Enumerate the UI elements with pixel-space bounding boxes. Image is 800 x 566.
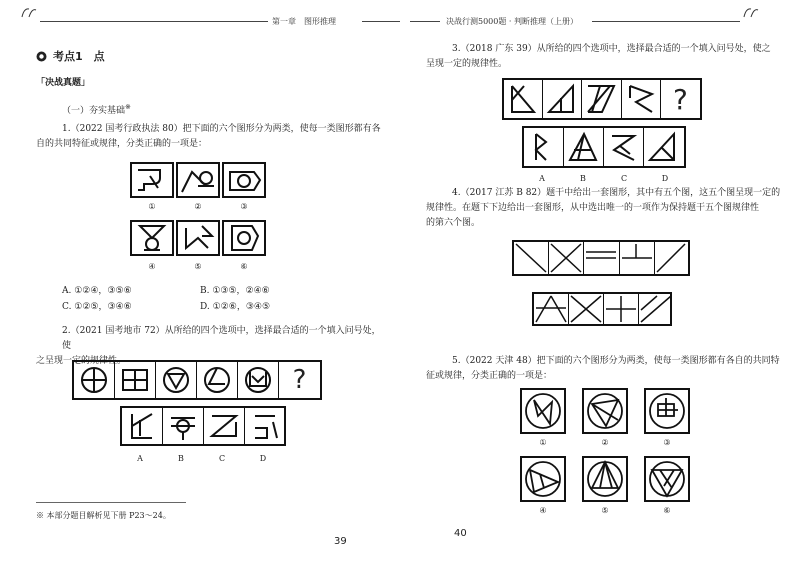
page-number-left: 39 <box>334 536 347 547</box>
q1-label-2: ② <box>194 202 202 211</box>
q1-option-b[interactable]: B. ①③⑤，②④⑥ <box>200 286 270 296</box>
q3-label-d: D <box>661 174 669 183</box>
q1-label-5: ⑤ <box>194 262 202 271</box>
q1-stem: 1.（2022 国考行政执法 80）把下面的六个图形分为两类，使每一类图形都有各 自的共同特征或规律，分类正确的一项是： <box>36 124 381 149</box>
q2-label-c: C <box>218 454 226 463</box>
q5-label-6: ⑥ <box>663 506 671 515</box>
q4-option-a-figure[interactable] <box>534 294 569 324</box>
header-chapter: 第一章 图形推理 <box>272 17 336 26</box>
q5-figure-2 <box>582 388 628 434</box>
q1-option-c[interactable]: C. ①②⑤，③④⑥ <box>62 302 132 312</box>
q5-figure-1 <box>520 388 566 434</box>
footnote-rule <box>36 502 186 503</box>
q5-label-5: ⑤ <box>601 506 609 515</box>
header-rule-left <box>40 21 268 22</box>
q4-stem-row <box>512 240 690 276</box>
q3-option-d-figure[interactable] <box>644 128 684 166</box>
page-number-right: 40 <box>454 528 467 539</box>
q1-figure-1 <box>130 162 174 198</box>
q1-label-4: ④ <box>148 262 156 271</box>
q1-figure-2 <box>176 162 220 198</box>
q1-figure-3 <box>222 162 266 198</box>
q2-stem-figure-4 <box>197 362 238 398</box>
q4-option-c-figure[interactable] <box>604 294 639 324</box>
q1-option-a[interactable]: A. ①②④，③⑤⑥ <box>62 286 132 296</box>
q2-stem-figure-5 <box>238 362 279 398</box>
q4-stem-figure-4 <box>620 242 655 274</box>
q2-stem-row <box>72 360 322 400</box>
q5-figure-4 <box>520 456 566 502</box>
q5-label-4: ④ <box>539 506 547 515</box>
q4-option-d-figure[interactable] <box>639 294 673 324</box>
q3-stem-figure-3 <box>582 80 621 118</box>
leaf-ornament-right-icon <box>742 6 760 18</box>
q3-stem-figure-4 <box>622 80 661 118</box>
q2-stem-figure-2 <box>115 362 156 398</box>
q1-label-1: ① <box>148 202 156 211</box>
q1-label-3: ③ <box>240 202 248 211</box>
q4-stem-figure-3 <box>584 242 619 274</box>
q5-figure-6 <box>644 456 690 502</box>
q3-stem-row <box>502 78 702 120</box>
q2-option-a-figure[interactable] <box>122 408 163 444</box>
q4-stem-figure-2 <box>549 242 584 274</box>
q2-label-d: D <box>259 454 267 463</box>
q4-stem: 4.（2017 江苏 B 82）题干中给出一套图形，其中有五个图，这五个图呈现一定的 规律性。在题下下边给出一套图形，从中选出唯一的一项作为保持题干五个图规律性 的第六个图。 <box>426 188 781 228</box>
q2-option-c-figure[interactable] <box>204 408 245 444</box>
q3-option-b-figure[interactable] <box>564 128 604 166</box>
q4-stem-figure-1 <box>514 242 549 274</box>
q4-options-row <box>532 292 672 326</box>
footnote: ※ 本部分题目解析见下册 P23～24。 <box>36 511 171 520</box>
q2-stem-figure-3 <box>156 362 197 398</box>
q3-stem-figure-1 <box>504 80 543 118</box>
header-rule-right <box>592 21 740 22</box>
q3-question-cell <box>661 80 700 118</box>
q2-stem: 2.（2021 国考地市 72）从所给的四个选项中，选择最合适的一个填入问号处，使 之呈现一定的规律性。 <box>36 326 381 366</box>
q3-label-c: C <box>620 174 628 183</box>
q5-label-2: ② <box>601 438 609 447</box>
q5-stem: 5.（2022 天津 48）把下面的六个图形分为两类，使每一类图形都有各自的共同特 征或规律，分类正确的一项是： <box>426 356 780 381</box>
q1-figure-4 <box>130 220 174 256</box>
q2-option-d-figure[interactable] <box>245 408 285 444</box>
q2-option-b-figure[interactable] <box>163 408 204 444</box>
target-icon <box>36 51 47 62</box>
leaf-ornament-left-icon <box>20 6 38 18</box>
q5-figure-3 <box>644 388 690 434</box>
q3-stem: 3.（2018 广东 39）从所给的四个选项中，选择最合适的一个填入问号处，使之 呈现一定的规律性。 <box>426 44 771 69</box>
section-title: 考点1 点 <box>53 50 105 63</box>
header-rule-mid2 <box>410 21 440 22</box>
q3-label-a: A <box>539 174 545 183</box>
q3-option-a-figure[interactable] <box>524 128 564 166</box>
q2-question-mark: ? <box>292 365 307 395</box>
q4-option-b-figure[interactable] <box>569 294 604 324</box>
q4-stem-figure-5 <box>655 242 688 274</box>
q3-option-c-figure[interactable] <box>604 128 644 166</box>
q3-options-row <box>522 126 686 168</box>
q5-label-3: ③ <box>663 438 671 447</box>
q1-option-d[interactable]: D. ①②⑥，③④⑤ <box>200 302 271 312</box>
q3-question-mark: ? <box>672 82 688 116</box>
q5-figure-5 <box>582 456 628 502</box>
q1-label-6: ⑥ <box>240 262 248 271</box>
q2-label-b: B <box>178 454 184 463</box>
q2-stem-figure-1 <box>74 362 115 398</box>
header-book-title: 决战行测5000题 · 判断推理（上册） <box>446 17 578 26</box>
q2-options-row <box>120 406 286 446</box>
q5-label-1: ① <box>539 438 547 447</box>
q1-figure-5 <box>176 220 220 256</box>
bracket-title: 「决战真题」 <box>36 78 91 88</box>
q2-question-cell <box>279 362 320 398</box>
section-heading <box>36 48 105 64</box>
q3-stem-figure-2 <box>543 80 582 118</box>
q2-label-a: A <box>137 454 143 463</box>
header-rule-mid <box>362 21 400 22</box>
subsection-title: （一）夯实基础※ <box>62 103 131 116</box>
q3-label-b: B <box>580 174 586 183</box>
q1-figure-6 <box>222 220 266 256</box>
